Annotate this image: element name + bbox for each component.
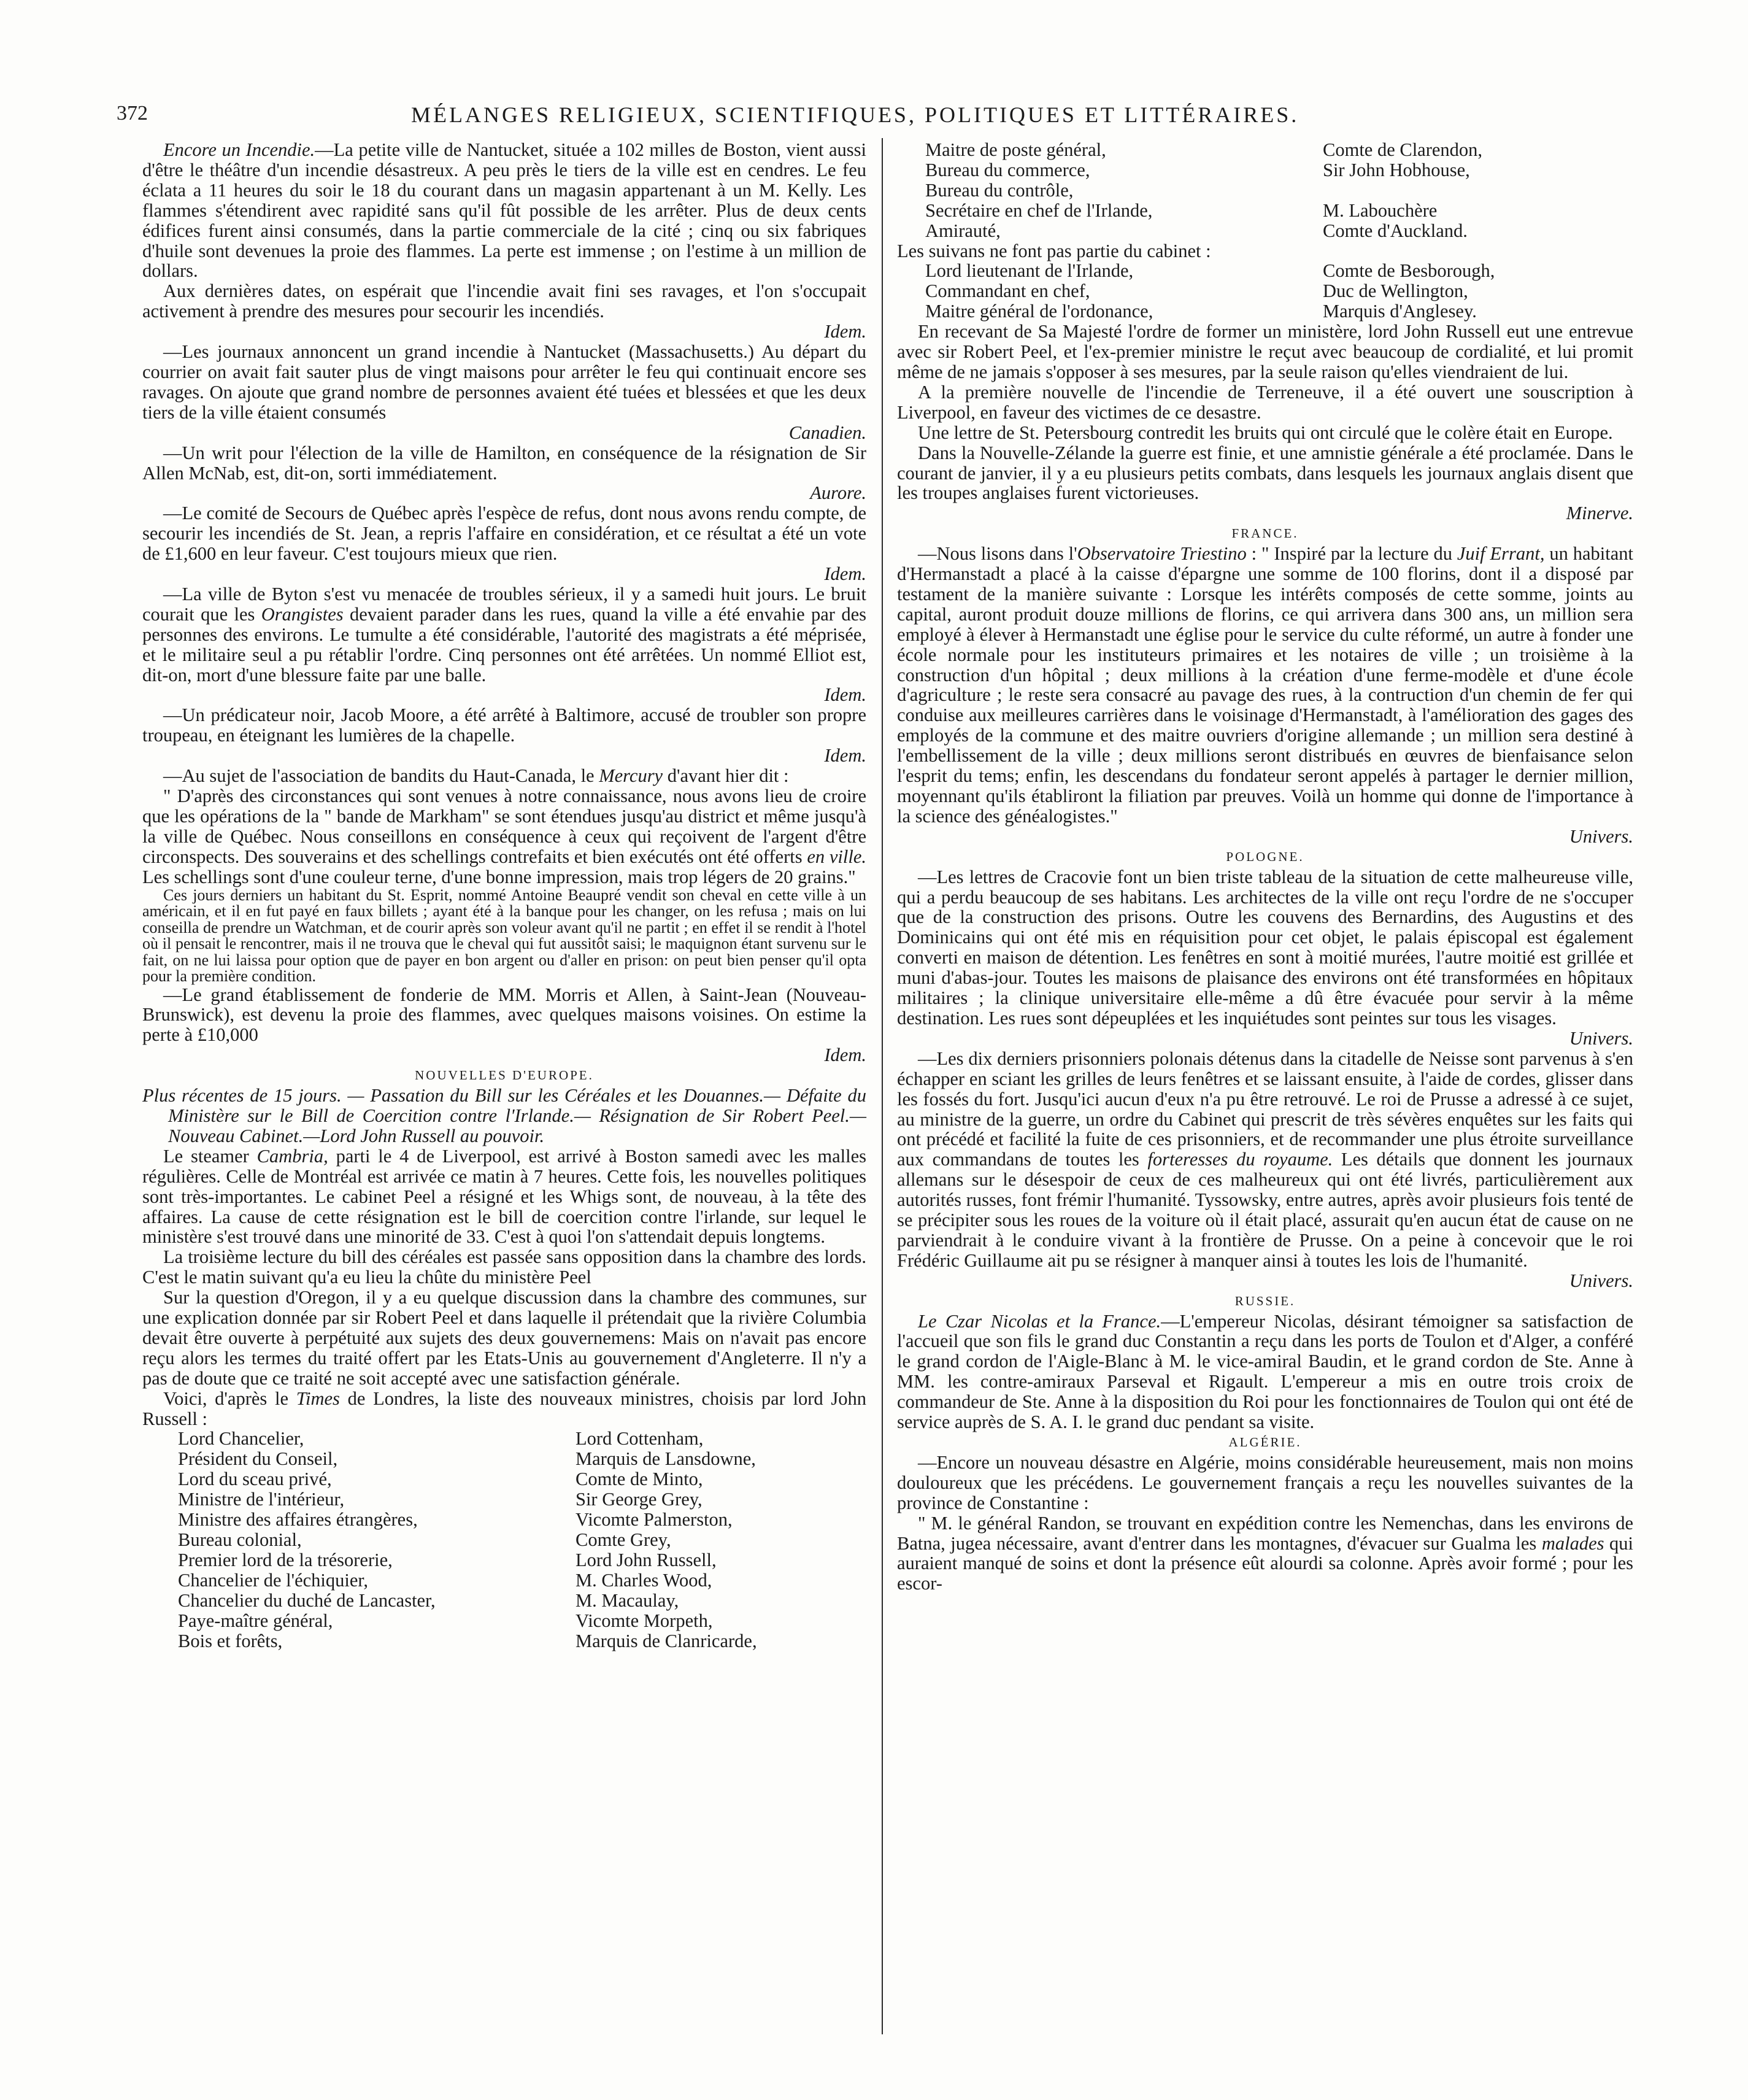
article-predicateur bbox=[142, 705, 866, 766]
table-row bbox=[142, 1550, 757, 1570]
article-quote bbox=[142, 786, 866, 887]
article-source: Idem. bbox=[824, 684, 866, 706]
headline-text: Plus récentes de 15 jours. — Passation du Bill sur les Céréales et les Douannes.— Défaite du Ministère sur le Bill de Coercition contre l'Irlande.— Résignation de Sir Robert Peel.—Nouveau Cabinet.—Lord John Russell au pouvoir. bbox=[142, 1085, 866, 1146]
article-france bbox=[897, 544, 1633, 847]
minister-office: Chancelier de l'échiquier, bbox=[178, 1569, 368, 1591]
article-bandits bbox=[142, 766, 866, 786]
article-italic: Times bbox=[296, 1388, 340, 1409]
ministres-intro bbox=[142, 1389, 866, 1429]
minister-office: Premier lord de la trésorerie, bbox=[178, 1549, 393, 1570]
table-row bbox=[142, 1449, 757, 1469]
article-text: qui auraient manqué de soins et dont la présence eût alourdi sa colonne. Après avoir formé ; pour les escor- bbox=[897, 1532, 1633, 1594]
article-source: Minerve. bbox=[1566, 503, 1633, 524]
article-text: d'avant hier dit : bbox=[663, 765, 789, 787]
minister-name: Duc de Wellington, bbox=[1323, 280, 1468, 302]
article-zelande bbox=[897, 443, 1633, 524]
table-row bbox=[897, 221, 1482, 241]
minister-name: Lord Cottenham, bbox=[576, 1428, 704, 1450]
table-row bbox=[142, 1631, 757, 1651]
minister-office: Président du Conseil, bbox=[178, 1448, 338, 1470]
minister-name: M. Charles Wood, bbox=[576, 1569, 712, 1591]
table-row bbox=[897, 180, 1482, 201]
minister-name: Marquis d'Anglesey. bbox=[1323, 301, 1477, 322]
article-text: —Les dix derniers prisonniers polonais détenus dans la citadelle de Neisse sont parvenus à s'en échapper en sciant les grilles de leurs fenêtres et se laissant ensuite, à l'aide de cordes, glisser dans les fossés du fort. Jusqu'ici aucun d'eux n'a pu être retrouvé. Le roi de Prusse a adressé à ce sujet, au ministre de la guerre, un ordre du Cabinet qui prescrit de très sévères enquêtes sur les faits qui ont précédé et facilité la fuite de ces prisonniers, et de recommander une plus étroite surveillance aux commandans de toutes les bbox=[897, 1048, 1633, 1170]
article-italic: forteresses du royaume. bbox=[1147, 1149, 1333, 1170]
table-row bbox=[897, 201, 1482, 221]
table-row bbox=[142, 1489, 757, 1510]
table-row bbox=[142, 1591, 757, 1611]
article-source: Idem. bbox=[824, 321, 866, 342]
article-neisse bbox=[897, 1049, 1633, 1291]
article-nicolas bbox=[897, 1311, 1633, 1432]
table-row bbox=[897, 140, 1482, 160]
europe-headlines bbox=[142, 1086, 866, 1146]
article-text: Le steamer bbox=[163, 1145, 257, 1167]
article-text: parti le 4 de Liverpool, est arrivé à Boston samedi avec les malles régulières. Celle de Montréal est arrivée ce matin à 7 heures. Cette fois, les nouvelles politiques sont très-importantes. Le cabinet Peel a résigné et les Whigs sont, de nouveau, à la tête des affaires. La cause de cette résignation est le bill de coercition contre l'irlande, sur lequel le ministère s'est trouvé dans une minorité de 33. C'est à quoi l'on s'attendait depuis longtems. bbox=[142, 1145, 866, 1248]
article-lead: Le Czar Nicolas et la France. bbox=[918, 1310, 1161, 1332]
article-algerie: —Encore un nouveau désastre en Algérie, moins considérable heureusement, mais non moins douloureux que les précédens. Le gouvernement français a reçu les nouvelles suivantes de la province de Constantine : bbox=[897, 1451, 1633, 1513]
article-text: —Le comité de Secours de Québec après l'espèce de refus, dont nous avons rendu compte, de secourir les incendiés de St. Jean, a repris l'affaire en considération, et ce résultat a été un vote de £1,600 en leur faveur. C'est toujours mieux que rien. bbox=[142, 503, 866, 565]
minister-office: Paye-maître général, bbox=[178, 1610, 333, 1631]
article-italic: Juif Errant, bbox=[1457, 543, 1545, 565]
article-italic: Mercury bbox=[599, 765, 663, 787]
article-text: un habitant d'Hermanstadt a placé à la caisse d'épargne une somme de 100 florins, dont il a disposé par testament de la manière suivante : Lorsque les intérêts composés de cette somme, joints au capital, auront produit douze millions de florins, ce qui arrivera dans 300 ans, un million sera employé à élever à Hermanstadt une église pour le service du culte réformé, un autre à fonder une école normale pour les instituteurs primaires et les notaires de ville ; un troisième à la construction d'un hôpital ; deux millions à la création d'une ferme-modèle et d'une école d'agriculture ; le reste sera consacré au pavage des rues, à la contruction d'un chemin de fer qui conduise aux meilleures carrières dans le voisinage d'Hermanstadt, à l'amélioration des gages des employés de la commune et des maitre ouvriers d'origine allemande ; un million sera destiné à l'embellissement de la ville ; deux millions seront distribués en œuvres de bienfaisance selon l'esprit du tems; enfin, les descendans du fondateur seront appelés à partager le dernier million, moyennant qu'ils établiront la filiation par preuves. Voilà un homme qui donne de l'importance à la science des généalogistes." bbox=[897, 543, 1633, 827]
minister-name: Comte de Besborough, bbox=[1323, 260, 1495, 282]
article-nantucket bbox=[142, 140, 866, 281]
minister-office: Ministre des affaires étrangères, bbox=[178, 1509, 418, 1531]
right-column bbox=[897, 140, 1633, 1594]
article-source: Univers. bbox=[1569, 825, 1633, 847]
minister-name: M. Labouchère bbox=[1323, 199, 1438, 221]
article-randon bbox=[897, 1513, 1633, 1594]
article-source: Univers. bbox=[1569, 1270, 1633, 1291]
minister-office: Maitre de poste général, bbox=[925, 139, 1106, 160]
minister-name: Marquis de Lansdowne, bbox=[576, 1448, 756, 1470]
section-heading-pologne: POLOGNE. bbox=[1226, 849, 1304, 864]
article-lead: Encore un Incendie. bbox=[163, 139, 315, 160]
article-oregon: Sur la question d'Oregon, il y a eu quelque discussion dans la chambre des communes, sur une explication donnée par sir Robert Peel et dans laquelle il prétendait que la rivière Columbia devait être ouverte à perpétuité aux sujets des deux gouvernemens: Mais on n'avait pas encore reçu alors les termes du traité offert par les Etats-Unis au gouvernement d'Angleterre. Il n'y a pas de doute que ce traité ne soit accepté avec une satisfaction générale. bbox=[142, 1287, 866, 1389]
minister-name: Marquis de Clanricarde, bbox=[576, 1630, 757, 1651]
table-row bbox=[142, 1429, 757, 1449]
minister-name: Comte d'Auckland. bbox=[1323, 220, 1468, 241]
minister-name: Comte de Minto, bbox=[576, 1469, 703, 1490]
article-source: Aurore. bbox=[810, 482, 866, 504]
minister-office: Bois et forêts, bbox=[178, 1630, 283, 1651]
table-row bbox=[897, 281, 1495, 301]
article-fonderie bbox=[142, 985, 866, 1066]
article-text: Les schellings sont d'une couleur terne, d'une bonne impression, mais trop légers de 20 grains." bbox=[142, 866, 856, 887]
minister-name: Sir John Hobhouse, bbox=[1323, 159, 1470, 180]
minister-office: Maitre général de l'ordonance, bbox=[925, 301, 1153, 322]
article-text: —La ville de Byton s'est vu menacée de troubles sérieux, il y a samedi huit jours. Le bruit courait que les bbox=[142, 583, 866, 625]
ministers-table-continued bbox=[897, 140, 1482, 241]
article-terreneuve: A la première nouvelle de l'incendie de Terreneuve, il a été ouvert une souscription à Liverpool, en faveur des victimes de ce desastre. bbox=[897, 381, 1633, 423]
article-text: —Au sujet de l'association de bandits du Haut-Canada, le bbox=[163, 765, 599, 787]
article-text: " D'après des circonstances qui sont venues à notre connaissance, nous avons lieu de croire que les opérations de la " bande de Markham" se sont étendues jusqu'au district et même jusqu'à la ville de Québec. Nous conseillons en conséquence à ceux qui reçoivent de l'argent d'être circonspects. Des souverains et des schellings contrefaits et bien exécutés ont été offerts bbox=[142, 786, 866, 867]
article-text: de Londres, la liste des nouveaux ministres, choisis par lord John Russell : bbox=[142, 1388, 866, 1429]
minister-office: Commandant en chef, bbox=[925, 280, 1090, 302]
article-source: Univers. bbox=[1569, 1027, 1633, 1049]
article-italic: malades bbox=[1541, 1532, 1604, 1554]
left-column bbox=[142, 140, 866, 1651]
article-text: —Un prédicateur noir, Jacob Moore, a été arrêté à Baltimore, accusé de troubler son propre troupeau, en éteignant les lumières de la chapelle. bbox=[142, 705, 866, 746]
minister-name: Lord John Russell, bbox=[576, 1549, 717, 1570]
article-cereales: La troisième lecture du bill des céréales est passée sans opposition dans la chambre des lords. C'est le matin suivant qu'a eu lieu la chûte du ministère Peel bbox=[142, 1246, 866, 1288]
article-text: " M. le général Randon, se trouvant en expédition contre les Nemenchas, dans les environs de Batna, jugea nécessaire, avant d'entrer dans les montagnes, d'évacuer sur Gualma les bbox=[897, 1512, 1633, 1554]
table-row bbox=[142, 1530, 757, 1550]
table-row bbox=[897, 301, 1495, 322]
article-hamilton bbox=[142, 443, 866, 504]
minister-office: Chancelier du duché de Lancaster, bbox=[178, 1589, 436, 1611]
small-print-note: Ces jours derniers un habitant du St. Esprit, nommé Antoine Beaupré vendit son cheval en cette ville à un américain, et il en fut payé en faux billets ; ayant été à la banque pour les changer, on les refusa ; mais on lui conseilla de prendre un Watchman, et de courir après son voleur avant qu'il ne partit ; en effet il se rendit à l'hotel où il pensait le rencontrer, mais il ne trouva que le cheval qui fut aussitôt saisi; le maquignon étant survenu sur le fait, on ne lui laissa pour option que de payer en bon argent ou d'aller en prison: on peut bien penser qu'il opta pour la première condition. bbox=[142, 886, 866, 986]
minister-name: Comte de Clarendon, bbox=[1323, 139, 1483, 160]
section-heading-russie: RUSSIE. bbox=[1234, 1293, 1296, 1308]
article-text: —Un writ pour l'élection de la ville de Hamilton, en conséquence de la résignation de Sir Allen McNab, est, dit-on, sorti immédiatement. bbox=[142, 442, 866, 484]
article-text: —L'empereur Nicolas, désirant témoigner sa satisfaction de l'accueil que son fils le grand duc Constantin a reçu dans les ports de Toulon et d'Alger, a conféré le grand cordon de l'Aigle-Blanc à M. le vice-amiral Baudin, et le grand cordon de Ste. Anne à MM. les contre-amiraux Parseval et Rigault. L'empereur a mis en outre trois croix de commandeur de Ste. Anne à la disposition du Roi pour les fonctionnaires de Toulon qui ont été de service auprès de S. A. I. le grand duc pendant sa visite. bbox=[897, 1310, 1634, 1433]
ministers-table bbox=[142, 1429, 757, 1651]
article-source: Canadien. bbox=[788, 422, 866, 443]
table-row bbox=[142, 1510, 757, 1530]
table-row bbox=[142, 1469, 757, 1489]
section-heading-algerie: ALGÉRIE. bbox=[1228, 1435, 1302, 1450]
minister-name bbox=[1323, 180, 1482, 201]
section-heading-france: FRANCE. bbox=[1231, 526, 1299, 541]
minister-office: Lord Chancelier, bbox=[178, 1428, 304, 1450]
minister-office: Ministre de l'intérieur, bbox=[178, 1489, 345, 1510]
minister-name: Vicomte Morpeth, bbox=[576, 1610, 713, 1631]
minister-office: Secrétaire en chef de l'Irlande, bbox=[925, 199, 1153, 221]
minister-office: Bureau colonial, bbox=[178, 1529, 302, 1550]
column-divider bbox=[882, 138, 883, 2034]
minister-office: Bureau du commerce, bbox=[925, 159, 1090, 180]
article-russell: En recevant de Sa Majesté l'ordre de former un ministère, lord John Russell eut une entrevue avec sir Robert Peel, et l'ex-premier ministre le reçut avec beaucoup de cordialité, et lui promit même de ne jamais s'opposer à ses mesures, par la seule raison qu'elles viendraient de lui. bbox=[897, 321, 1633, 382]
article-text: —Nous lisons dans l' bbox=[918, 543, 1077, 565]
article-text: Les détails que donnent les journaux allemans sur le désespoir de ceux de ces malheureux qui ont été livrés, particulièrement aux autorités russes, font frémir l'humanité. Tyssowsky, entre autres, après avoir plusieurs fois tenté de se précipiter sous les roues de la voiture où il était placé, assurait qu'en aucun état de cause on ne parviendrait à le conduire vivant à la frontière de Prusse. On a peine à concevoir que le roi Frédéric Guillaume ait pu se résigner à manquer ainsi à toutes les lois de l'humanité. bbox=[897, 1149, 1633, 1271]
minister-name: M. Macaulay, bbox=[576, 1589, 679, 1611]
article-text: : " Inspiré par la lecture du bbox=[1246, 543, 1457, 565]
article-source: Idem. bbox=[824, 563, 866, 585]
article-journaux bbox=[142, 342, 866, 443]
article-italic: Orangistes bbox=[261, 603, 344, 625]
minister-name: Comte Grey, bbox=[576, 1529, 671, 1550]
article-text: Voici, d'après le bbox=[163, 1388, 296, 1409]
article-cracovie bbox=[897, 867, 1633, 1049]
article-italic: Observatoire Triestino bbox=[1077, 543, 1247, 565]
page-number: 372 bbox=[117, 102, 148, 125]
hors-cabinet-intro: Les suivans ne font pas partie du cabinet : bbox=[897, 240, 1211, 261]
article-source: Idem. bbox=[824, 745, 866, 766]
article-petersbourg: Une lettre de St. Petersbourg contredit les bruits qui ont circulé que le colère était en Europe. bbox=[918, 422, 1613, 443]
article-quebec bbox=[142, 503, 866, 584]
article-italic: Cambria, bbox=[256, 1145, 328, 1167]
page-header bbox=[117, 102, 1632, 133]
minister-office: Bureau du contrôle, bbox=[925, 179, 1074, 201]
minister-office: Lord du sceau privé, bbox=[178, 1469, 332, 1490]
minister-name: Sir George Grey, bbox=[576, 1489, 703, 1510]
table-row bbox=[897, 160, 1482, 180]
article-text: devaient parader dans les rues, quand la ville a été envahie par des personnes des environs. Le tumulte a été considérable, l'autorité des magistrats a été méprisée, et le militaire seul a pu rétablir l'ordre. Cinq personnes ont été arrêtées. Un nommé Elliot est, dit-on, mort d'une blessure faite par une balle. bbox=[142, 603, 866, 685]
table-row bbox=[142, 1611, 757, 1631]
running-title: MÉLANGES RELIGIEUX, SCIENTIFIQUES, POLITIQUES ET LITTÉRAIRES. bbox=[411, 102, 1299, 127]
table-row bbox=[142, 1570, 757, 1591]
minister-office: Amirauté, bbox=[925, 220, 1001, 241]
article-text: Dans la Nouvelle-Zélande la guerre est finie, et une amnistie générale a été proclamée. Dans le courant de janvier, il y a eu plusieurs petits combats, dans lesquels les journaux anglais disent que les troupes anglaises furent victorieuses. bbox=[897, 442, 1633, 504]
article-text: —La petite ville de Nantucket, située a 102 milles de Boston, vient aussi d'être le théâtre d'un incendie désastreux. A peu près le tiers de la ville est en cendres. Le feu éclata a 11 heures du soir le 18 du courant dans un magasin appartenant à un M. Kelly. Les flammes s'étendirent avec rapidité sans qu'il fût possible de les arrêter. Plus de deux cents édifices furent ainsi consumés, dans la partie commerciale de la cité ; cinq ou six fabriques d'huile sont devenues la proie des flammes. La perte est immense ; on l'estime à un million de dollars. bbox=[142, 139, 867, 282]
article-italic: en ville. bbox=[807, 846, 866, 867]
article-source: Idem. bbox=[824, 1044, 866, 1066]
article-text: —Le grand établissement de fonderie de MM. Morris et Allen, à Saint-Jean (Nouveau-Brunswick), est devenu la proie des flammes, avec quelques maisons voisines. On estime la perte à £10,000 bbox=[142, 984, 866, 1046]
article-bytown bbox=[142, 584, 866, 705]
article-text: —Les journaux annoncent un grand incendie à Nantucket (Massachusetts.) Au départ du courrier on avait fait sauter plus de vingt maisons pour arrêter le feu qui continuait encore ses ravages. On ajoute que grand nombre de personnes avaient été tuées et blessées et que les deux tiers de la ville étaient consumés bbox=[142, 341, 866, 423]
minister-name: Vicomte Palmerston, bbox=[576, 1509, 733, 1531]
article-text: —Les lettres de Cracovie font un bien triste tableau de la situation de cette malheureuse ville, qui a perdu beaucoup de ses habitans. Les architectes de la ville ont reçu l'ordre de ne s'occuper que de la construction des prisons. Outre les couvens des Bernardins, des Augustins et des Dominicains qui ont été mis en réquisition pour cet objet, le palais épiscopal est également converti en maison de détention. Les fenêtres en sont à moitié murées, l'autre moitié est grillée et muni d'abas-jour. Toutes les maisons de plaisance des environs ont été transformées en hôpitaux militaires ; la clinique universitaire elle-même a dû être évacuée pour servir à la même destination. Les rues sont dépeuplées et les inquiétudes sont peintes sur tous les visages. bbox=[897, 866, 1633, 1029]
article-derniers bbox=[142, 281, 866, 342]
minister-office: Lord lieutenant de l'Irlande, bbox=[925, 260, 1134, 282]
hors-cabinet-table bbox=[897, 261, 1495, 322]
article-cambria bbox=[142, 1146, 866, 1248]
section-heading-nouvelles: NOUVELLES D'EUROPE. bbox=[415, 1068, 594, 1083]
article-text: Aux dernières dates, on espérait que l'incendie avait fini ses ravages, et l'on s'occupait activement à prendre des mesures pour secourir les incendiés. bbox=[142, 280, 866, 322]
table-row bbox=[897, 261, 1495, 281]
